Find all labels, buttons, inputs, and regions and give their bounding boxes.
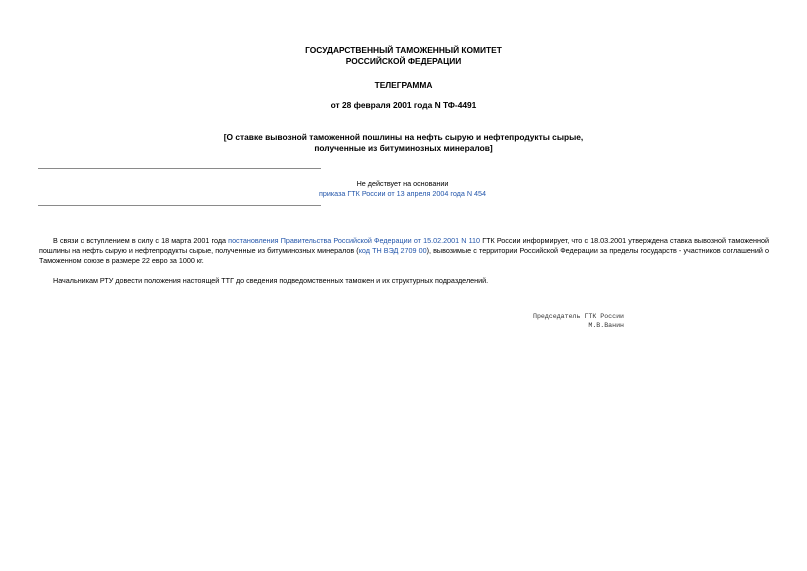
document-date-number: [0, 100, 807, 111]
body-paragraph-2: Начальникам РТУ довести положения настоящей ТТГ до сведения подведомственных таможен и их структурных подразделений.: [53, 276, 489, 286]
document-date-number-text: от 28 февраля 2001 года N ТФ-4491: [330, 100, 477, 110]
divider-bottom: [38, 205, 321, 206]
issuer-line-1: ГОСУДАРСТВЕННЫЙ ТАМОЖЕННЫЙ КОМИТЕТ: [305, 45, 502, 55]
issuer-line-2: РОССИЙСКОЙ ФЕДЕРАЦИИ: [345, 56, 462, 66]
para1-start-text: В связи с вступлением в силу с 18 марта 2001 года: [53, 236, 229, 246]
issuer-header: [0, 45, 807, 67]
para1-mid-text: ГТК России информирует, что с 18.03.2001 утверждена ставка вывозной таможенной пошлины на нефть сырую и нефтепродукты сырые, полученные из битуминозных минералов (: [39, 236, 770, 256]
document-subject: [0, 132, 807, 154]
document-type: [0, 80, 807, 91]
divider-top: [38, 168, 321, 169]
status-notice: Не действует на основании: [356, 179, 449, 188]
document-subject-line-2: полученные из битуминозных минералов]: [314, 143, 493, 153]
tn-ved-code-link[interactable]: код ТН ВЭД 2709 00: [358, 246, 427, 256]
para1-end-text: ), вывозимые с территории Российской Федерации за пределы государств - участников соглашений о Таможенном союзе в размере 22 евро за 1000 кг.: [39, 246, 770, 266]
document-subject-line-1: [О ставке вывозной таможенной пошлины на нефть сырую и нефтепродукты сырые,: [223, 132, 584, 142]
signatory-name: М.В.Ванин: [588, 322, 624, 329]
government-decree-link[interactable]: постановления Правительства Российской Федерации от 15.02.2001 N 110: [228, 236, 481, 246]
body-paragraph-1: [39, 236, 769, 266]
status-basis-wrapper: [300, 189, 505, 199]
document-type-text: ТЕЛЕГРАММА: [374, 80, 433, 90]
status-basis-link[interactable]: приказа ГТК России от 13 апреля 2004 года N 454: [318, 189, 487, 198]
signatory-position: Председатель ГТК России: [532, 313, 624, 320]
